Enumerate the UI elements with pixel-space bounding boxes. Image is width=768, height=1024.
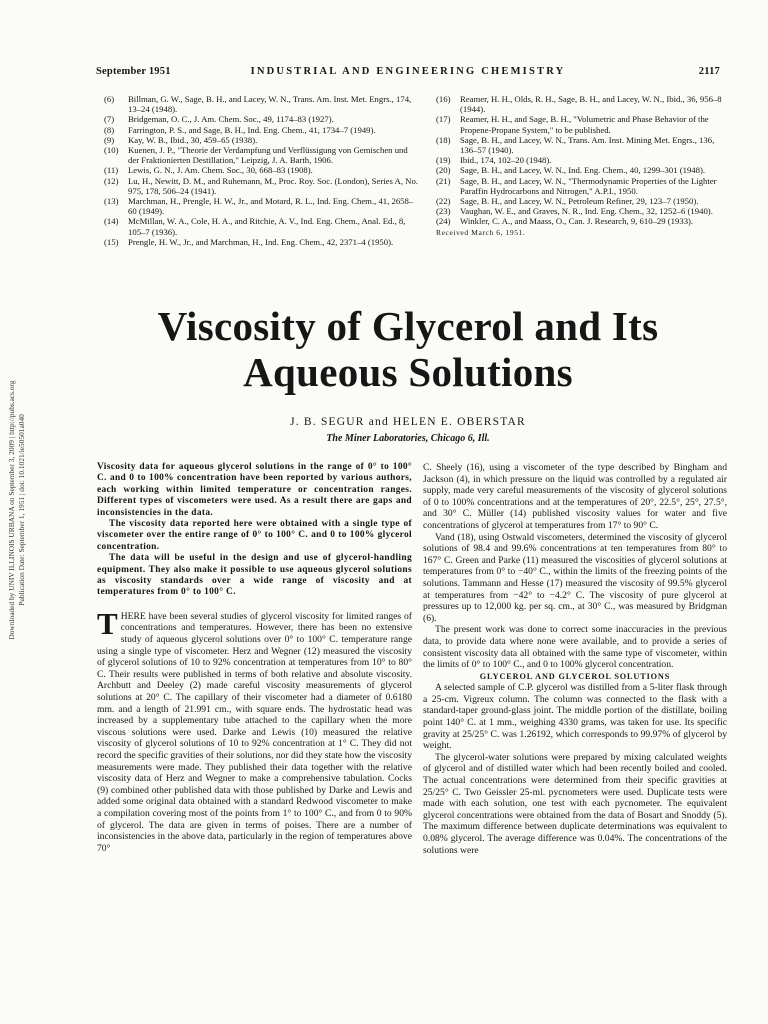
reference-number: (18) [436, 134, 451, 145]
article-authors: J. B. SEGUR and HELEN E. OBERSTAR [290, 416, 526, 428]
article-title [96, 303, 720, 395]
reference-item [104, 216, 420, 236]
reference-number: (23) [436, 206, 451, 217]
abstract-spacer [97, 599, 412, 611]
body-paragraph: The glycerol-water solutions were prepared by mixing calculated weights of glycerol and of distilled water which had been recently boiled and cooled. The actual concentrations were determined from their specific gravities at 25/25° C. Two Geissler 25-ml. pycnometers were used. Duplicate tests were made with each solution, one test with each pycnometer. The equivalent glycerol concentrations were obtained from the data of Bosart and Snoddy (5). The maximum difference between duplicate determinations was equivalent to 0.08% glycerol. The average difference was 0.04%. The concentrations of the solutions were [423, 751, 727, 856]
reference-text: Winkler, C. A., and Maass, O., Can. J. Research, 9, 610–29 (1933). [460, 216, 694, 227]
reference-text: Ibid., 174, 102–20 (1948). [460, 155, 552, 166]
download-sidebar [2, 300, 32, 720]
reference-text: Sage, B. H., and Lacey, W. N., Ind. Eng. Chem., 40, 1299–301 (1948). [460, 165, 706, 176]
reference-item [436, 165, 732, 175]
reference-text: Marchman, H., Prengle, H. W., Jr., and Motard, R. L., Ind. Eng. Chem., 41, 2658–60 (1949). [128, 196, 414, 217]
sidebar-download-line: Downloaded by UNIV ILLINOIS URBANA on September 3, 2009 | http://pubs.acs.org [7, 380, 16, 640]
title-line-1: Viscosity of Glycerol and Its [157, 303, 659, 349]
sidebar-text [7, 300, 27, 720]
reference-text: McMillan, W. A., Cole, H. A., and Ritchie, A. V., Ind. Eng. Chem., Anal. Ed., 8, 105–7 (1936). [128, 216, 406, 237]
reference-item [436, 94, 732, 114]
reference-number: (13) [104, 196, 119, 207]
sidebar-publication-line: Publication Date: September 1, 1951 | doi: 10.1021/ie50501a040 [17, 414, 26, 606]
references-left-column [104, 94, 420, 247]
reference-number: (21) [436, 175, 451, 186]
body-left-column [97, 462, 412, 854]
reference-text: Sage, B. H., and Lacey, W. N., Petroleum Refiner, 29, 123–7 (1950). [460, 196, 699, 207]
reference-text: Reamer, H. H., Olds, R. H., Sage, B. H., and Lacey, W. N., Ibid., 36, 956–8 (1944). [460, 94, 722, 115]
reference-number: (19) [436, 155, 451, 166]
abstract [97, 462, 412, 599]
reference-number: (15) [104, 236, 119, 247]
reference-number: (20) [436, 165, 451, 176]
intro-text: HERE have been several studies of glycerol viscosity for limited ranges of concentrations and temperatures. However, there has been no extensive study of aqueous glycerol solutions over 0° to 100° C. temperature range using a single type of viscometer. Herz and Wegner (12) measured the viscosity of glycerol solutions of 10 to 92% concentration at temperatures from 10° to 80° C. Their results were published in terms of both relative and absolute viscosity. Archbutt and Deeley (2) made careful viscosity measurements of glycerol solutions at 20° C. The capillary of their viscometer had a diameter of 0.6180 mm. and a length of 21.991 cm., with square ends. The hydrostatic head was increased by a supplementary tube attached to the capillary when the more viscous solutions were used. Darke and Lewis (10) measured the relative viscosity of glycerol solutions of 10 to 92% concentration at 1° C. They did not record the specific gravities of their solutions, nor did they state how the viscosity measurements were made. They published their data together with the relative viscosity data of Herz and Wegner to make a comprehensive tabulation. Cocks (9) combined other published data with those published by Darke and Lewis and added some original data obtained with a standard Redwood viscometer to make a compilation covering most of the points from 1° to 100° C., and from 0 to 90% of glycerol. The data are given in terms of poises. There are a number of inconsistencies in the above data, particularly in the region of temperatures above 70° [97, 610, 412, 854]
reference-number: (8) [104, 124, 115, 135]
reference-text: Prengle, H. W., Jr., and Marchman, H., Ind. Eng. Chem., 42, 2371–4 (1950). [128, 236, 394, 247]
reference-number: (24) [436, 216, 451, 227]
issue-date: September 1951 [96, 66, 171, 77]
abstract-paragraph: Viscosity data for aqueous glycerol solutions in the range of 0° to 100° C. and 0 to 100% concentration have been reported by various authors, each working within limited temperature or concentration ranges. Different types of viscometers were used. As a result there are gaps and inconsistencies in the data. [97, 462, 412, 518]
body-paragraph: Vand (18), using Ostwald viscometers, determined the viscosity of glycerol solutions of 98.4 and 99.6% concentrations at ten temperatures from 80° to 167° C. Green and Parke (11) measured the viscosities of glycerol solutions at temperatures from 0° to −40° C., within the limits of the freezing points of the solutions. Tammann and Hesse (17) measured the viscosity of 99.5% glycerol at temperatures from −42° to −4.2° C. The viscosity of pure glycerol at pressures up to 12,000 kg. per sq. cm., at 30° C., was measured by Bridgman (6). [423, 531, 727, 624]
reference-item [104, 196, 420, 216]
reference-item [436, 206, 732, 216]
received-date: Received March 6, 1951. [436, 227, 526, 237]
reference-item [104, 145, 420, 165]
reference-text: Billman, G. W., Sage, B. H., and Lacey, W. N., Trans. Am. Inst. Met. Engrs., 174, 13–24 (1948). [128, 94, 412, 115]
reference-text: Kuenen, J. P., "Theorie der Verdampfung und Verflüssigung von Gemischen und der Fraktionierten Destillation," Leipzig, J. A. Barth, 1906. [128, 145, 408, 166]
reference-number: (16) [436, 94, 451, 104]
reference-number: (7) [104, 114, 115, 125]
reference-item [104, 176, 420, 196]
reference-item [436, 196, 732, 206]
reference-item [104, 135, 420, 145]
reference-number: (11) [104, 165, 119, 176]
reference-number: (9) [104, 134, 115, 145]
reference-item [436, 114, 732, 134]
reference-text: Reamer, H. H., and Sage, B. H., "Volumetric and Phase Behavior of the Propene-Propane System," to be published. [460, 114, 709, 135]
body-paragraph: C. Sheely (16), using a viscometer of the type described by Bingham and Jackson (4), in which pressure on the liquid was controlled by a regulated air supply, made very careful measurements of the viscosity of glycerol solutions of 0 to 100% concentrations and at the temperatures of 20°, 22.5°, 25°, 27.5°, and 30° C. Müller (14) published viscosity values for water and five concentrations of glycerol at temperatures from 17° to 90° C. [423, 462, 727, 531]
reference-item [436, 135, 732, 155]
references-right-column [436, 94, 732, 238]
reference-item [436, 176, 732, 196]
reference-number: (6) [104, 94, 115, 104]
reference-number: (12) [104, 175, 119, 186]
reference-text: Farrington, P. S., and Sage, B. H., Ind. Eng. Chem., 41, 1734–7 (1949). [128, 124, 376, 135]
page-number: 2117 [698, 66, 720, 77]
drop-cap: T [97, 605, 118, 641]
journal-name: INDUSTRIAL AND ENGINEERING CHEMISTRY [250, 66, 566, 77]
reference-item [104, 125, 420, 135]
reference-text: Bridgeman, O. C., J. Am. Chem. Soc., 49, 1174–83 (1927). [128, 114, 334, 125]
article-affiliation: The Miner Laboratories, Chicago 6, Ill. [326, 433, 490, 444]
reference-item [104, 114, 420, 124]
reference-number: (17) [436, 114, 451, 125]
title-line-2: Aqueous Solutions [243, 349, 573, 395]
abstract-paragraph: The viscosity data reported here were obtained with a single type of viscometer over the entire range of 0° to 100° C. and 0 to 100% glycerol concentration. [97, 519, 412, 552]
body-paragraph: A selected sample of C.P. glycerol was distilled from a 5-liter flask through a 25-cm. Vigreux column. The column was connected to the flask with a standard-taper ground-glass joint. The middle portion of the distillate, boiling point 140° C. at 1 mm., weighing 4330 grams, was taken for use. Its specific gravity at 25/25° C. was 1.26192, which corresponds to 99.97% of glycerol by weight. [423, 682, 727, 752]
reference-item [104, 237, 420, 247]
reference-number: (14) [104, 216, 119, 227]
abstract-paragraph: The data will be useful in the design and use of glycerol-handling equipment. They also make it possible to use aqueous glycerol solutions as viscosity standards over a wide range of viscosity and at temperatures from 0° to 100° C. [97, 553, 412, 598]
reference-item [104, 94, 420, 114]
intro-paragraph [97, 605, 412, 854]
running-head [96, 66, 720, 80]
reference-text: Sage, B. H., and Lacey, W. N., Trans. Am. Inst. Mining Met. Engrs., 136, 136–57 (1940). [460, 134, 715, 156]
reference-item [436, 216, 732, 226]
reference-number: (22) [436, 196, 451, 207]
reference-item [436, 155, 732, 165]
reference-text: Sage, B. H., and Lacey, W. N., "Thermodynamic Properties of the Lighter Paraffin Hydrocarbons and Nitrogen," A.P.I., 1950. [460, 175, 717, 196]
body-paragraph: The present work was done to correct some inaccuracies in the previous data, to provide data where none were available, and to provide a series of consistent viscosity data all obtained with the same type of viscometer, within the limits of 0° to 100° C., and 0 to 100% glycerol concentration. [423, 624, 727, 671]
reference-text: Vaughan, W. E., and Graves, N. R., Ind. Eng. Chem., 32, 1252–6 (1940). [460, 206, 713, 217]
reference-text: Lu, H., Newitt, D. M., and Ruhemann, M., Proc. Roy. Soc. (London), Series A, No. 975, 178, 506–24 (1941). [128, 175, 418, 196]
reference-number: (10) [104, 145, 119, 156]
reference-text: Lewis, G. N., J. Am. Chem. Soc., 30, 668–83 (1908). [128, 165, 313, 176]
section-heading: GLYCEROL AND GLYCEROL SOLUTIONS [479, 671, 671, 681]
reference-item [104, 165, 420, 175]
body-right-column [423, 462, 727, 856]
reference-text: Kay, W. B., Ibid., 30, 459–65 (1938). [128, 134, 258, 145]
